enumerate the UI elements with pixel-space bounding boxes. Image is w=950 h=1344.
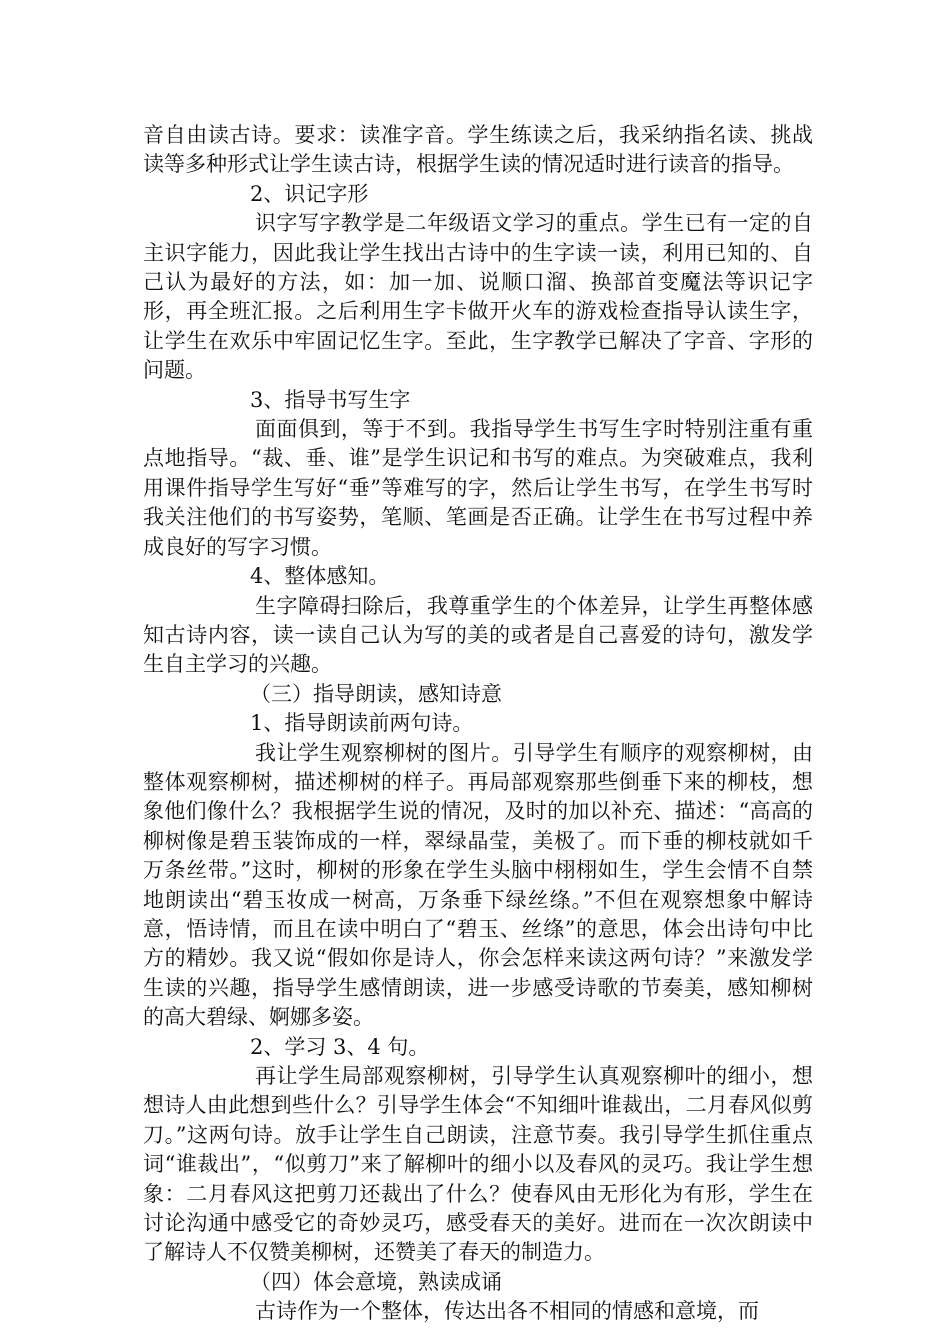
heading-section-three: （三）指导朗读，感知诗意 [250, 681, 502, 706]
heading-writing-characters: 3、指导书写生字 [250, 387, 411, 412]
document-body [143, 121, 813, 1327]
paragraph-overall-perception: 生字障碍扫除后，我尊重学生的个体差异，让学生再整体感知古诗内容，读一读自己认为写的美的或者是自己喜爱的诗句，激发学生自主学习的兴趣。 [143, 593, 813, 677]
paragraph-recognize-characters: 识字写字教学是二年级语文学习的重点。学生已有一定的自主识字能力，因此我让学生找出古诗中的生字读一读，利用已知的、自己认为最好的方法，如：加一加、说顺口溜、换部首变魔法等识记字形，再全班汇报。之后利用生字卡做开火车的游戏检查指导认读生字，让学生在欢乐中牢固记忆生字。至此，生字教学已解决了字音、字形的问题。 [143, 211, 813, 383]
heading-first-two-lines: 1、指导朗读前两句诗。 [250, 711, 474, 736]
paragraph-first-two-lines: 我让学生观察柳树的图片。引导学生有顺序的观察柳树，由整体观察柳树，描述柳树的样子。再局部观察那些倒垂下来的柳枝，想象他们像什么？我根据学生说的情况，及时的加以补充、描述：“高高的柳树像是碧玉装饰成的一样，翠绿晶莹，美极了。而下垂的柳枝就如千万条丝带。”这时，柳树的形象在学生头脑中栩栩如生，学生会情不自禁地朗读出“碧玉妆成一树高，万条垂下绿丝绦。”不但在观察想象中解诗意，悟诗情，而且在读中明白了“碧玉、丝绦”的意思，体会出诗句中比方的精妙。我又说“假如你是诗人，你会怎样来读这两句诗？”来激发学生读的兴趣，指导学生感情朗读，进一步感受诗歌的节奏美，感知柳树的高大碧绿、婀娜多姿。 [143, 740, 813, 1030]
paragraph-writing-characters: 面面俱到，等于不到。我指导学生书写生字时特别注重有重点地指导。“裁、垂、谁”是学生识记和书写的难点。为突破难点，我利用课件指导学生写好“垂”等难写的字，然后让学生书写，在学生书写时我关注他们的书写姿势，笔顺、笔画是否正确。让学生在书写过程中养成良好的写字习惯。 [143, 417, 813, 559]
paragraph-reading-guidance: 音自由读古诗。要求：读准字音。学生练读之后，我采纳指名读、挑战读等多种形式让学生读古诗，根据学生读的情况适时进行读音的指导。 [143, 123, 813, 177]
paragraph-lines-three-four: 再让学生局部观察柳树，引导学生认真观察柳叶的细小，想想诗人由此想到些什么？引导学生体会“不知细叶谁裁出，二月春风似剪刀。”这两句诗。放手让学生自己朗读，注意节奏。我引导学生抓住重点词“谁裁出”，“似剪刀”来了解柳叶的细小以及春风的灵巧。我让学生想象：二月春风这把剪刀还裁出了什么？使春风由无形化为有形，学生在讨论沟通中感受它的奇妙灵巧，感受春天的美好。进而在一次次朗读中了解诗人不仅赞美柳树，还赞美了春天的制造力。 [143, 1064, 813, 1265]
heading-lines-three-four: 2、学习 3、4 句。 [250, 1034, 430, 1059]
heading-section-four: （四）体会意境，熟读成诵 [250, 1269, 502, 1294]
heading-recognize-characters: 2、识记字形 [250, 181, 369, 206]
heading-overall-perception: 4、整体感知。 [250, 564, 390, 589]
paragraph-section-four: 古诗作为一个整体，传达出各不相同的情感和意境，而 [255, 1299, 759, 1324]
